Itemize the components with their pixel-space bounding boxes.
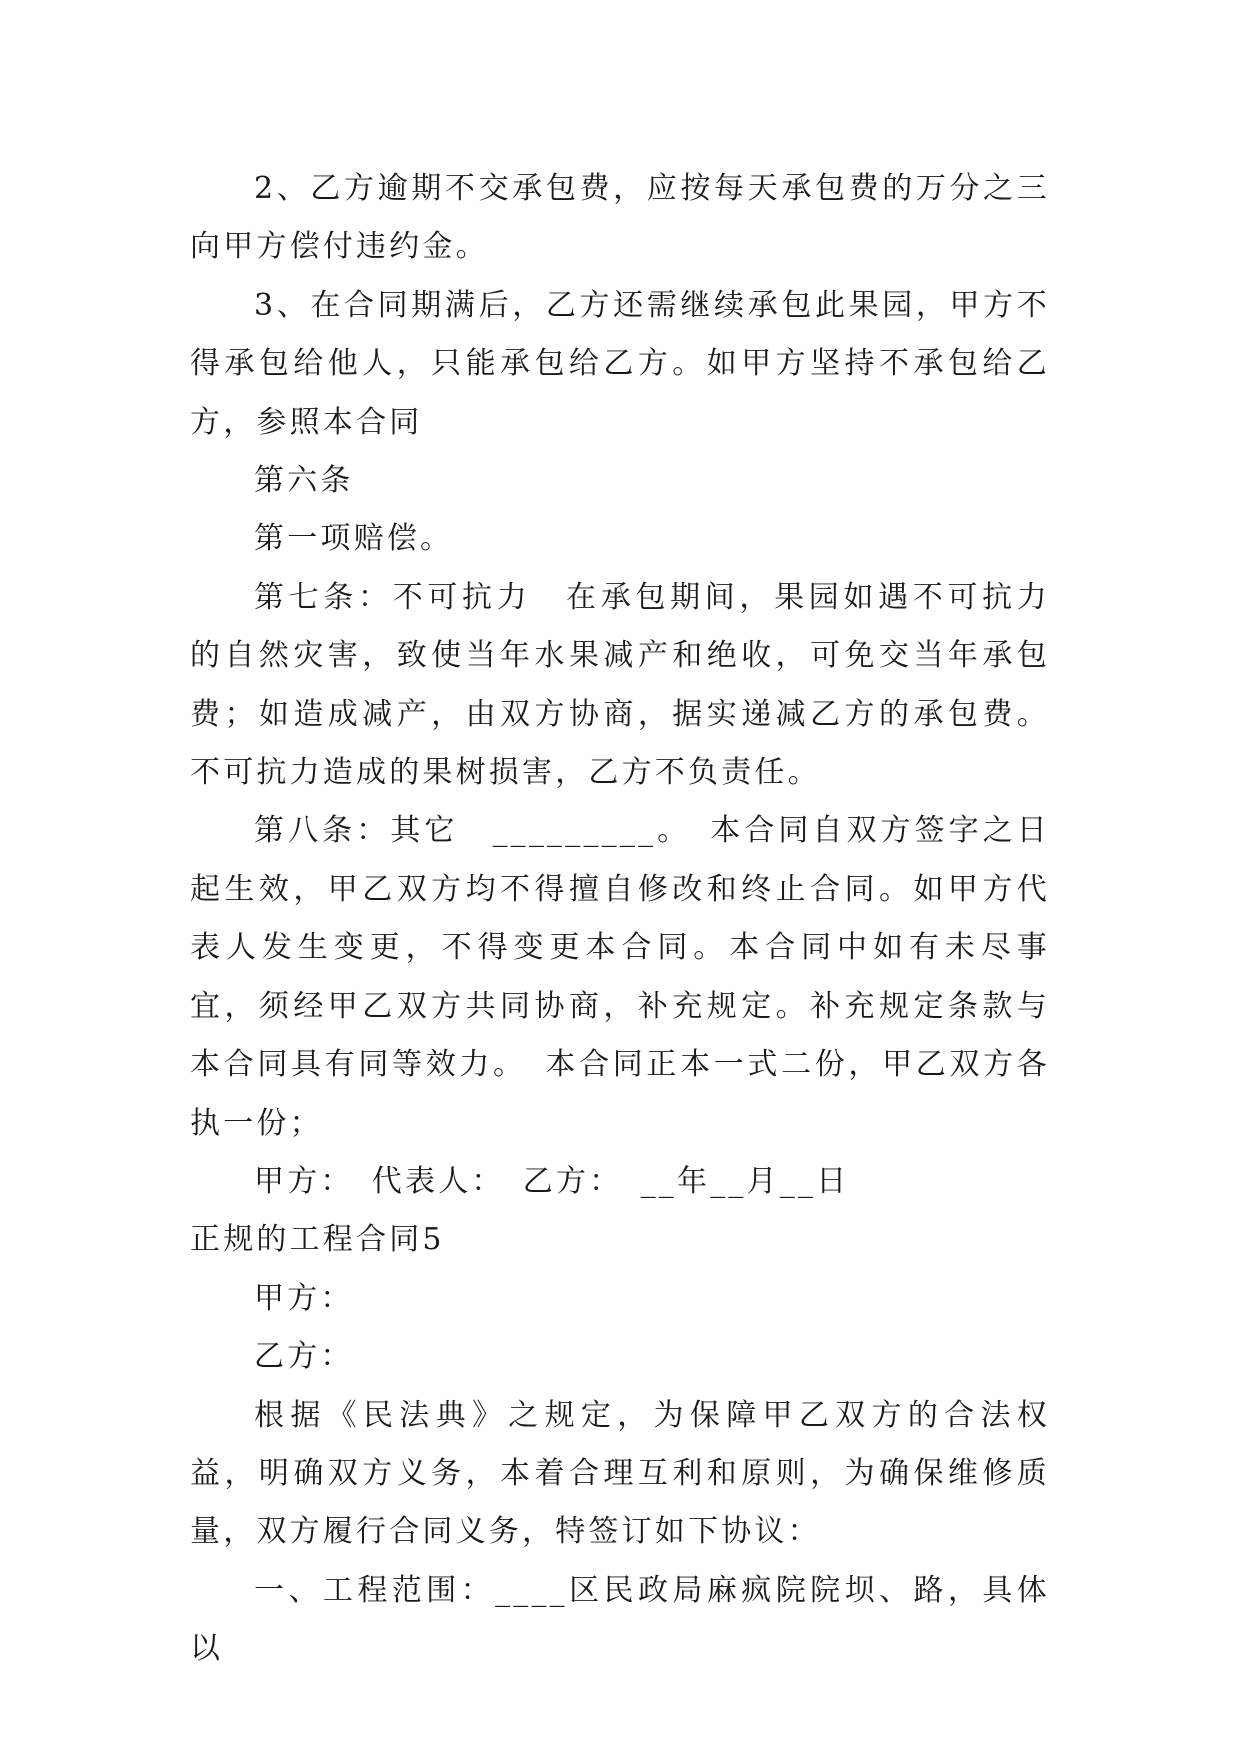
article-6-item-1: 第一项赔偿。: [254, 521, 454, 557]
article-8-other: 第八条：其它 _________。 本合同自双方签字之日起生效，甲乙双方均不得擅自修改和终止合同。如甲方代表人发生变更，不得变更本合同。本合同中如有未尽事宜，须经甲乙双方共同协商，补充规定。补充规定条款与本合同具有同等效力。 本合同正本一式二份，甲乙双方各执一份；: [190, 813, 1050, 1141]
section-title: 正规的工程合同5: [190, 1222, 445, 1258]
clause-3-renewal: 3、在合同期满后，乙方还需继续承包此果园，甲方不得承包给他人，只能承包给乙方。如甲方坚持不承包给乙方，参照本合同: [190, 287, 1050, 440]
article-6-heading: 第六条: [254, 463, 354, 499]
clause-1-scope: 一、工程范围：____区民政局麻疯院院坝、路，具体以: [190, 1572, 1050, 1667]
signature-line: 甲方： 代表人： 乙方： __年__月__日: [254, 1163, 850, 1199]
preamble: 根据《民法典》之规定，为保障甲乙双方的合法权益，明确双方义务，本着合理互利和原则，为确保维修质量，双方履行合同义务，特签订如下协议：: [190, 1397, 1050, 1550]
party-a-line: 甲方：: [254, 1280, 354, 1316]
clause-2-late-payment: 2、乙方逾期不交承包费，应按每天承包费的万分之三向甲方偿付违约金。: [190, 171, 1050, 265]
document-body: [190, 160, 1050, 1679]
party-b-line: 乙方：: [254, 1339, 354, 1375]
article-7-force-majeure: 第七条：不可抗力 在承包期间，果园如遇不可抗力的自然灾害，致使当年水果减产和绝收，可免交当年承包费；如造成减产，由双方协商，据实递减乙方的承包费。不可抗力造成的果树损害，乙方不负责任。: [190, 579, 1050, 791]
